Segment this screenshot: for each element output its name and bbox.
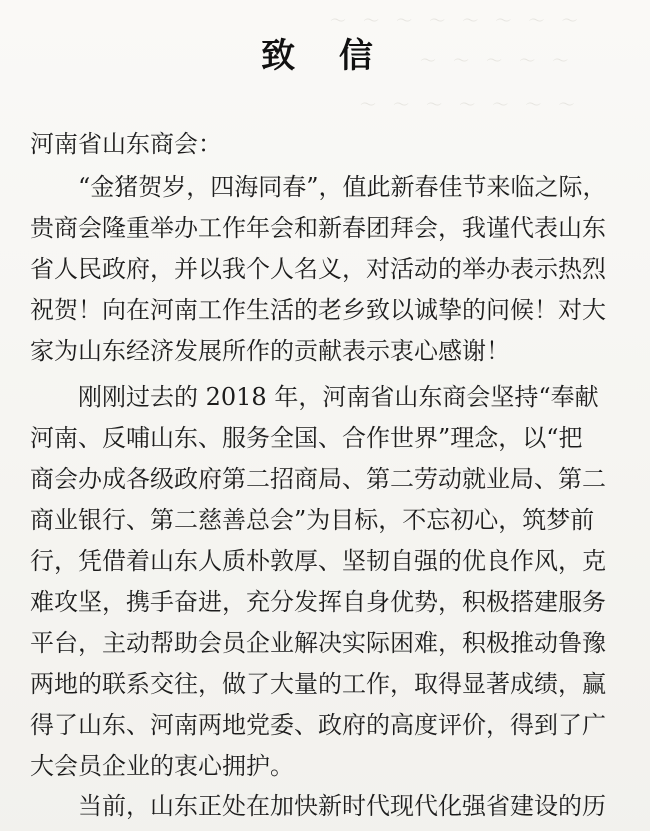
paragraph-line: 祝贺！向在河南工作生活的老乡致以诚挚的问候！对大 [30, 296, 606, 324]
show-through-text: ～ ～ ～ ～ ～ ～ ～ ～ [330, 11, 584, 30]
show-through-text: ～ ～ ～ ～ ～ [420, 51, 575, 70]
paragraph-line: 难攻坚，携手奋进，充分发挥自身优势，积极搭建服务 [30, 588, 606, 616]
paragraph-line: 两地的联系交往，做了大量的工作，取得显著成绩，赢 [30, 670, 606, 698]
paragraph-line: 行，凭借着山东人质朴敦厚、坚韧自强的优良作风，克 [30, 547, 606, 575]
paragraph-achievements [30, 377, 630, 787]
paragraph-line: 当前，山东正处在加快新时代现代化强省建设的历 [78, 792, 606, 820]
paragraph-line: 家为山东经济发展所作的贡献表示衷心感谢！ [30, 337, 510, 365]
letter-title: 致 信 [261, 36, 389, 76]
paragraph-line: 河南、反哺山东、服务全国、合作世界”理念，以“把 [30, 424, 583, 452]
paragraph-line: 刚刚过去的 2018 年，河南省山东商会坚持“奉献 [78, 383, 599, 411]
paragraph-greeting [30, 167, 630, 372]
paragraph-line: 大会员企业的衷心拥护。 [30, 752, 294, 780]
paragraph-line: “金猪贺岁，四海同春”，值此新春佳节来临之际， [78, 173, 607, 201]
paragraph-line: 商业银行、第二慈善总会”为目标，不忘初心，筑梦前 [30, 506, 595, 534]
paragraph-line: 得了山东、河南两地党委、政府的高度评价，得到了广 [30, 711, 606, 739]
paragraph-current [30, 786, 630, 827]
paragraph-line: 省人民政府，并以我个人名义，对活动的举办表示热烈 [30, 255, 606, 283]
paragraph-line: 平台，主动帮助会员企业解决实际困难，积极推动鲁豫 [30, 629, 606, 657]
show-through-text: ～ ～ ～ ～ ～ ～ ～ [360, 95, 581, 114]
letter-salutation: 河南省山东商会： [30, 130, 222, 158]
paragraph-line: 商会办成各级政府第二招商局、第二劳动就业局、第二 [30, 465, 606, 493]
paragraph-line: 贵商会隆重举办工作年会和新春团拜会，我谨代表山东 [30, 214, 606, 242]
